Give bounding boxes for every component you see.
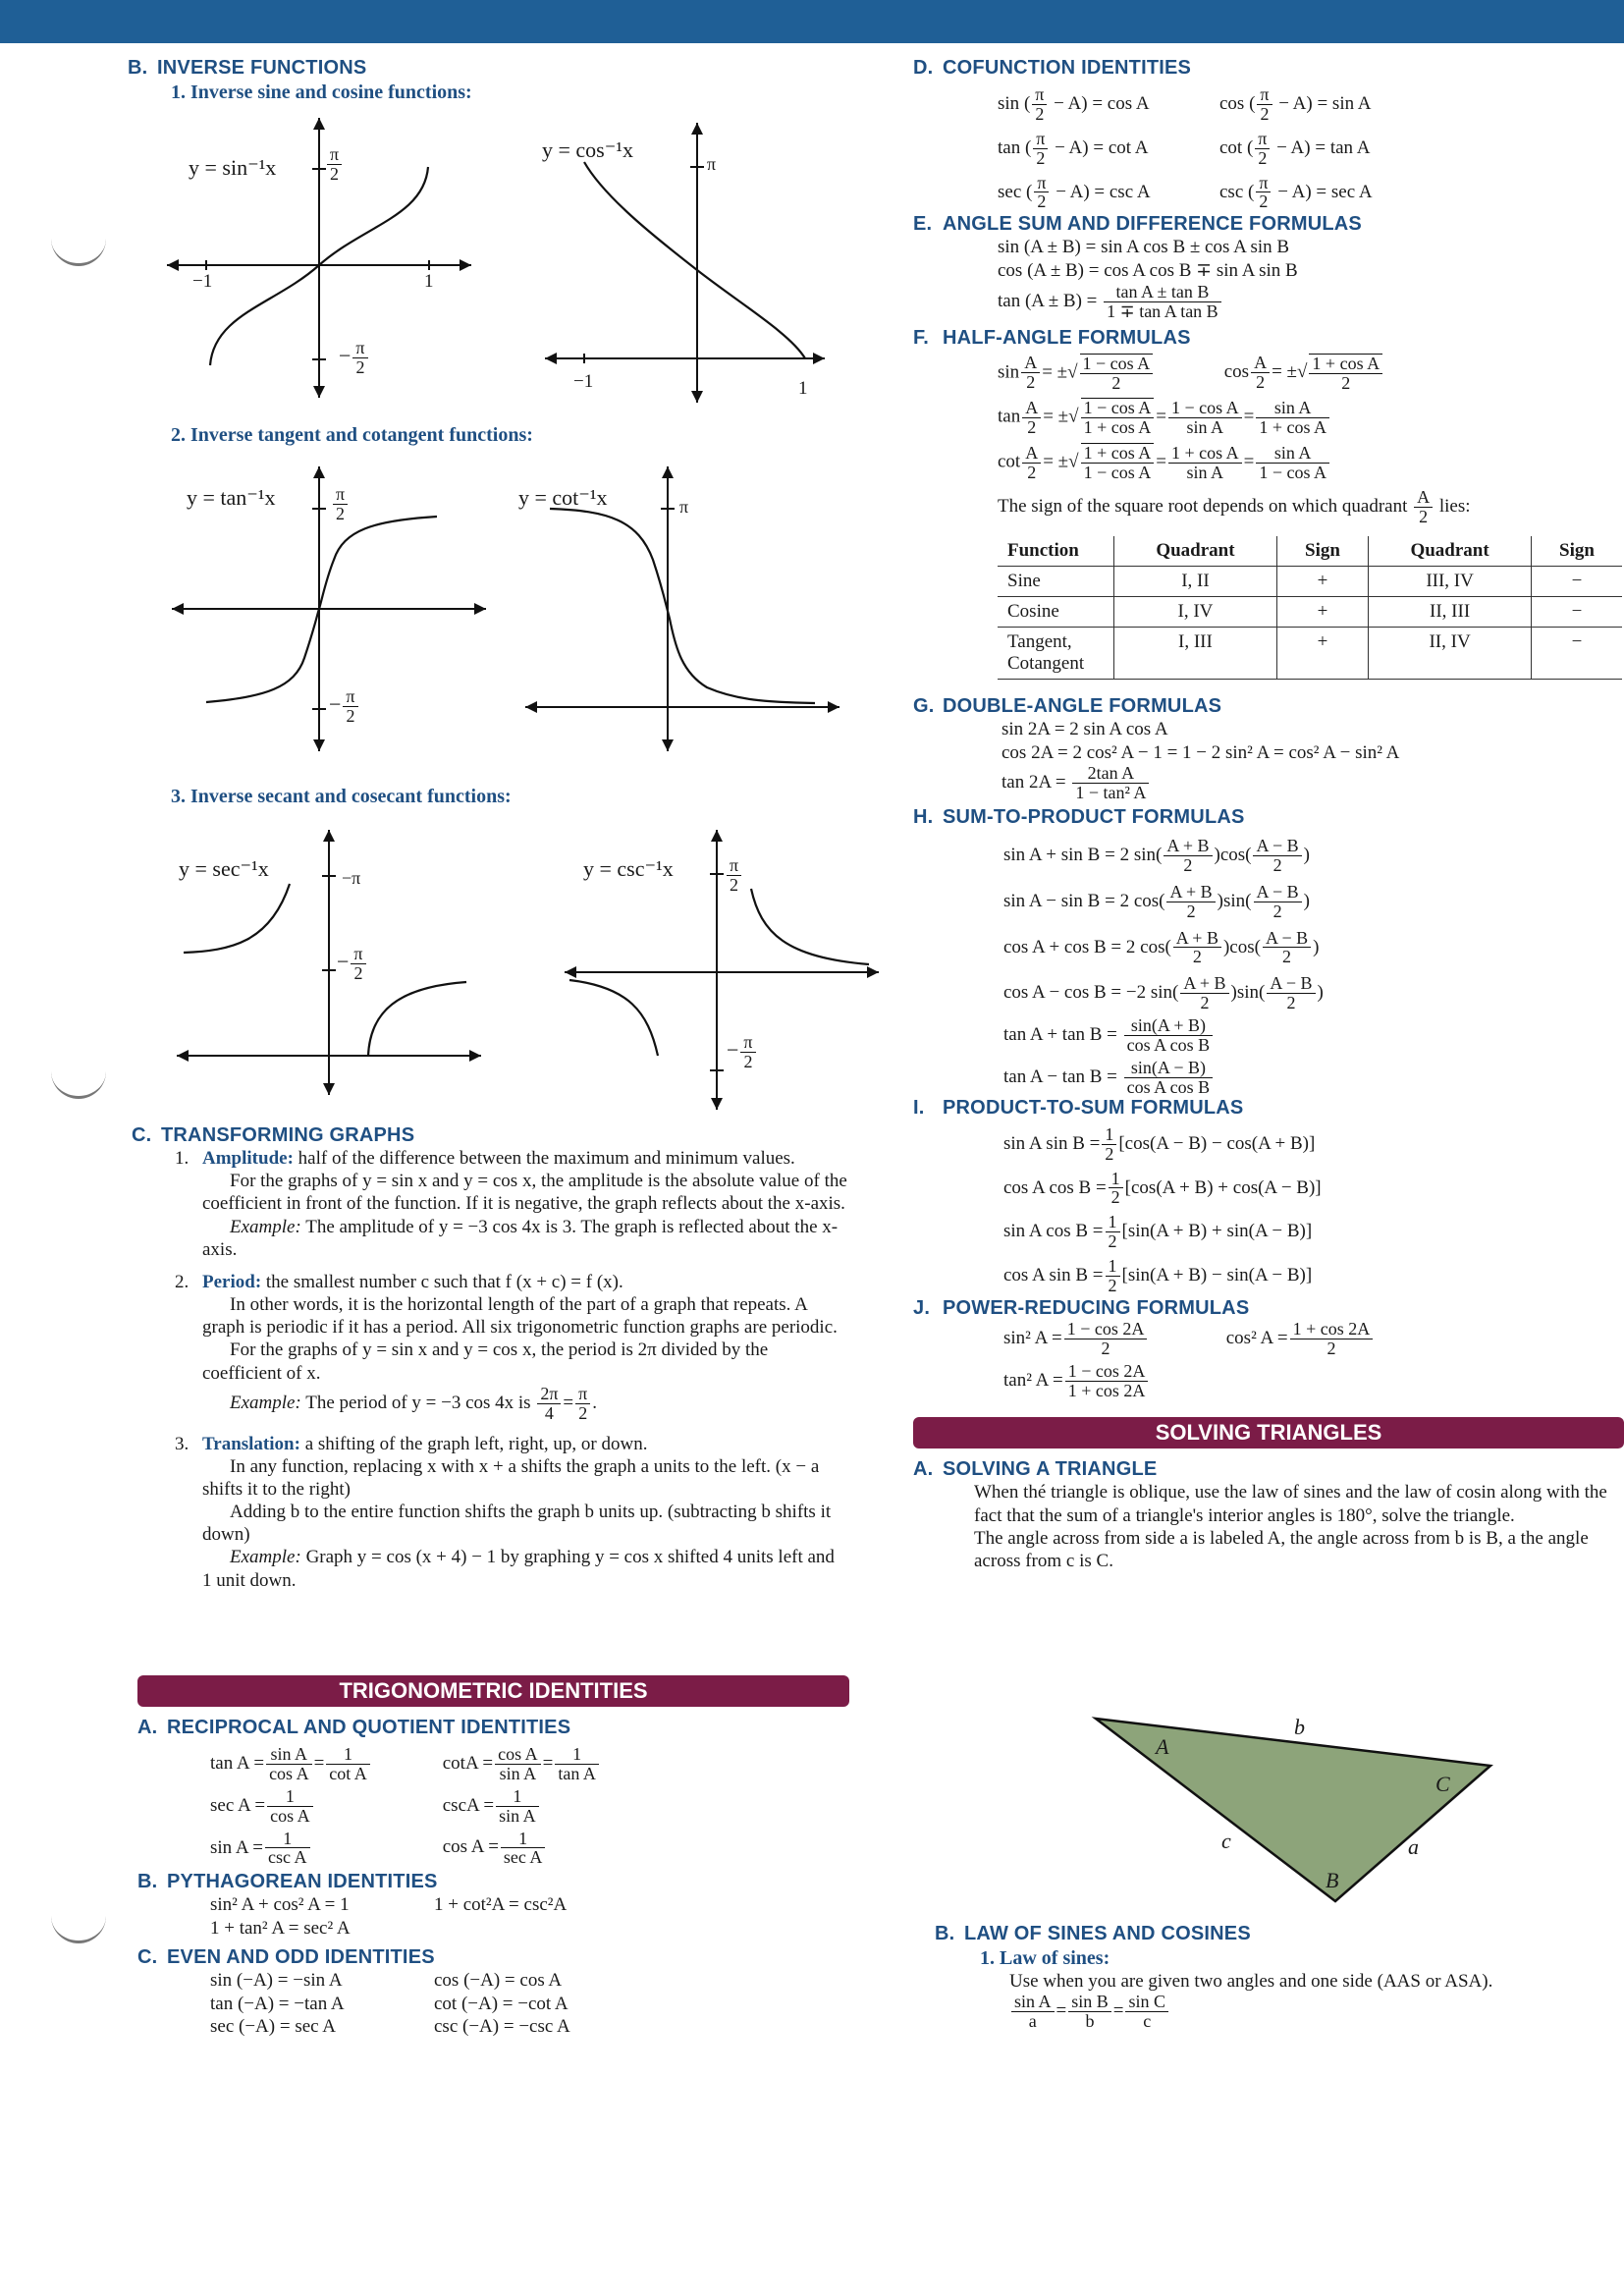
section-heading-pythagorean: B. PYTHAGOREAN IDENTITIES — [137, 1871, 438, 1893]
graph-arcsin-pi-bottom: − $\frac{\pi}{2}$ — [339, 339, 370, 377]
section-reciprocal-quotient — [137, 1717, 854, 2039]
graph-arcsin-xl: −1 — [192, 271, 213, 292]
product-to-sum-row: cos A sin B = $\frac{1}{2}$ [sin(A + B) − sin(A − B)] — [1003, 1256, 1313, 1295]
sin-double-angle: sin 2A = 2 sin A cos A — [1001, 718, 1168, 739]
pythagorean-row-2: 1 + tan² A = sec² A — [210, 1918, 351, 1940]
translation-item: 3. Translation: a shifting of the graph left, right, up, or down. In any function, replacing x with x + a shifts the graph a units to the left. (x − a shifts it to the right) Adding b to the entire function shifts the graph b units up. (subtracting b shifts it down) Example: Graph y = cos (x + 4) − 1 by graphing y = cos x shifted 4 units left and 1 unit down. — [175, 1433, 835, 1591]
tan-sum-formula: tan (A ± B) = $\frac{\text{tan A ± tan B}}{\text{1 ∓ tan A tan B}}$ — [998, 283, 1624, 321]
cofunction-row: sec ( $\frac{\pi}{2}$ − A) = csc A csc ( $\frac{\pi}{2}$ − A) = sec A — [998, 172, 1373, 212]
section-heading-sum-to-product: H. SUM-TO-PRODUCT FORMULAS — [913, 806, 1245, 829]
graph-arctan-pi-bottom: − $\frac{\pi}{2}$ — [329, 687, 360, 726]
graph-arcsec-pi-top: −π — [342, 868, 361, 888]
cofunction-row: sin ( $\frac{\pi}{2}$ − A) = cos A cos ( $\frac{\pi}{2}$ − A) = sin A — [998, 84, 1372, 124]
graph-arccsc-pi-bottom: − $\frac{\pi}{2}$ — [727, 1033, 758, 1071]
graph-arccot-pi: π — [679, 497, 689, 517]
section-heading-law-of-sines: B. LAW OF SINES AND COSINES — [935, 1923, 1251, 1944]
amplitude-item: 1. Amplitude: half of the difference between the maximum and minimum values. For the graphs of y = sin x and y = cos x, the amplitude is the absolute value of the coefficient in front of the function. If it is negative, the graph reflects about the x-axis. Example: The amplitude of y = −3 cos 4x is 3. The graph is reflected about the x-axis. — [175, 1148, 847, 1260]
top-header-bar — [0, 0, 1624, 43]
table-cell: II, IV — [1369, 627, 1532, 679]
binder-hole — [51, 1066, 106, 1099]
triangle-vertex-A: A — [1156, 1734, 1169, 1759]
triangle-vertex-B: B — [1326, 1868, 1339, 1892]
sec-csc-row: sec A = $\frac{1}{\text{cos A}}$ cscA = $\frac{1}{\text{sin A}}$ — [210, 1787, 854, 1826]
tan-cot-quotient-row: tan A = $\frac{\text{sin A}}{\text{cos A}}$ = $\frac{1}{\text{cot A}}$ cotA = $\frac{\text{cos A}}{\text{sin A}}$ = $\frac{1}{\text{tan A}}$ — [210, 1745, 854, 1783]
table-row — [998, 596, 1622, 627]
product-to-sum-row: sin A sin B = $\frac{1}{2}$ [cos(A − B) − cos(A + B)] — [1003, 1123, 1316, 1164]
table-header-cell: Function — [998, 536, 1114, 567]
table-header-cell: Sign — [1276, 536, 1368, 567]
section-heading-transforming-graphs: C. TRANSFORMING GRAPHS — [132, 1124, 415, 1146]
sum-to-product-row: sin A − sin B = 2 cos( $\frac{A + B}{2}$ )sin( $\frac{A - B}{2}$ ) — [1003, 881, 1310, 921]
banner-trigonometric-identities: TRIGONOMETRIC IDENTITIES — [137, 1675, 849, 1707]
cofunction-rows — [913, 85, 1624, 211]
table-cell: + — [1276, 596, 1368, 627]
power-reducing-tan: tan² A = $\frac{1 - \cos 2A}{1 + \cos 2A}$ — [1003, 1362, 1624, 1400]
half-angle-cot-row: cot $\frac{A}{2}$ = ±√ $\frac{\text{1 + cos A}}{\text{1 − cos A}}$ = $\frac{\text{1 + cos A}}{\text{sin A}}$ = $\frac{\text{sin A}}{\text{1 − cos A}}$ — [998, 443, 1624, 482]
sin-cos-reciprocal-row: sin A = $\frac{1}{\text{csc A}}$ cos A = $\frac{1}{\text{sec A}}$ — [210, 1830, 854, 1868]
section-heading-cofunction: D. COFUNCTION IDENTITIES — [913, 57, 1192, 79]
section-heading-inverse-functions: B. INVERSE FUNCTIONS — [128, 57, 367, 79]
table-cell: + — [1276, 627, 1368, 679]
left-column — [128, 57, 859, 104]
table-cell: − — [1532, 566, 1622, 596]
product-to-sum-row: cos A cos B = $\frac{1}{2}$ [cos(A + B) + cos(A − B)] — [1003, 1168, 1322, 1208]
law-of-sines-text: Use when you are given two angles and one side (AAS or ASA). — [1009, 1971, 1493, 1992]
sum-to-product-rows — [913, 837, 1624, 1012]
subheading-inverse-secant-cosecant: 3. Inverse secant and cosecant functions: — [171, 786, 512, 807]
graph-arcsec-pi-mid: − $\frac{\pi}{2}$ — [337, 945, 368, 983]
cofunction-row: tan ( $\frac{\pi}{2}$ − A) = cot A cot ( $\frac{\pi}{2}$ − A) = tan A — [998, 128, 1371, 168]
half-angle-sin-cos-row: sin $\frac{A}{2}$ = ±√ $\frac{\text{1 − cos A}}{2}$ cos $\frac{A}{2}$ = ±√ $\frac{\text{1 + cos A}}{2}$ — [998, 354, 1624, 393]
graph-arctan-pi-top: $\frac{\pi}{2}$ — [331, 485, 350, 523]
table-cell: III, IV — [1369, 566, 1532, 596]
table-header-cell: Quadrant — [1369, 536, 1532, 567]
triangle-side-b: b — [1294, 1715, 1305, 1739]
binder-hole — [51, 1911, 106, 1943]
section-heading-angle-sum: E. ANGLE SUM AND DIFFERENCE FORMULAS — [913, 213, 1362, 236]
solving-triangle-paragraph-1: When thé triangle is oblique, use the law of sines and the law of cosin along with the fact that the sum of a triangle's interior angles is 180°, solve the triangle. — [974, 1482, 1607, 1526]
cos-double-angle: cos 2A = 2 cos² A − 1 = 1 − 2 sin² A = cos² A − sin² A — [1001, 741, 1400, 763]
graph-arcsec-label: y = sec⁻¹x — [179, 856, 269, 881]
graph-arccos-xl: −1 — [573, 371, 594, 392]
product-to-sum-row: sin A cos B = $\frac{1}{2}$ [sin(A + B) + sin(A − B)] — [1003, 1212, 1313, 1252]
section-law-of-sines — [935, 1923, 1622, 2031]
even-odd-row-2: tan (−A) = −tan A cot (−A) = −cot A — [210, 1993, 568, 2014]
even-odd-row-3: sec (−A) = sec A csc (−A) = −csc A — [210, 2016, 570, 2038]
law-of-sines-formula: $\frac{\text{sin A}}{a}$ = $\frac{\text{sin B}}{b}$ = $\frac{\text{sin C}}{c}$ — [1009, 1993, 1622, 2031]
table-cell: Sine — [998, 566, 1114, 596]
graph-arccot-label: y = cot⁻¹x — [518, 485, 608, 510]
half-angle-sign-note: The sign of the square root depends on which quadrant $\frac{A}{2}$ lies: — [998, 486, 1471, 526]
graph-arccos-pi: π — [707, 154, 717, 174]
table-cell: I, III — [1114, 627, 1277, 679]
graph-arcsin — [157, 108, 481, 403]
tan-diff-product: tan A − tan B = $\frac{\sin(A - B)}{\text{cos A cos B}}$ — [1003, 1059, 1624, 1097]
table-cell: II, III — [1369, 596, 1532, 627]
section-heading-half-angle: F. HALF-ANGLE FORMULAS — [913, 326, 1191, 349]
triangle-vertex-C: C — [1435, 1772, 1450, 1796]
pythagorean-row-1: sin² A + cos² A = 1 1 + cot²A = csc²A — [210, 1894, 568, 1916]
binder-hole — [51, 234, 106, 266]
table-cell: I, IV — [1114, 596, 1277, 627]
graph-arcsin-label: y = sin⁻¹x — [189, 155, 277, 180]
graph-arccos-label: y = cos⁻¹x — [542, 137, 633, 162]
table-row — [998, 627, 1622, 679]
graph-arcsin-xr: 1 — [424, 271, 434, 292]
even-odd-row-1: sin (−A) = −sin A cos (−A) = cos A — [210, 1969, 563, 1991]
triangle-side-a: a — [1408, 1834, 1419, 1859]
section-heading-double-angle: G. DOUBLE-ANGLE FORMULAS — [913, 694, 1222, 717]
tan-sum-product: tan A + tan B = $\frac{\sin(A + B)}{\text{cos A cos B}}$ — [1003, 1016, 1624, 1055]
sin-sum-formula: sin (A ± B) = sin A cos B ± cos A sin B — [998, 237, 1290, 258]
subheading-law-of-sines: 1. Law of sines: — [980, 1947, 1110, 1969]
sum-to-product-row: cos A − cos B = −2 sin( $\frac{A + B}{2}$ )sin( $\frac{A - B}{2}$ ) — [1003, 973, 1324, 1013]
period-item: 2. Period: the smallest number c such that f (x + c) = f (x). In other words, it is the horizontal length of the part of a graph that repeats. A graph is periodic if it has a period. All six trigonometric function graphs are periodic. For the graphs of y = sin x and y = cos x, the period is 2π divided by the coefficient of x. Example: The period of y = −3 cos 4x is $\frac{2\pi}{4}$ = $\frac{\pi}{2}$ . — [175, 1271, 838, 1423]
section-heading-product-to-sum: I. PRODUCT-TO-SUM FORMULAS — [913, 1096, 1244, 1119]
section-heading-solving-triangle: A. SOLVING A TRIANGLE — [913, 1458, 1158, 1481]
half-angle-tan-row: tan $\frac{A}{2}$ = ±√ $\frac{\text{1 − cos A}}{\text{1 + cos A}}$ = $\frac{\text{1 − cos A}}{\text{sin A}}$ = $\frac{\text{sin A}}{\text{1 + cos A}}$ — [998, 398, 1624, 437]
solving-triangle-paragraph-2: The angle across from side a is labeled A, the angle across from b is B, a the angle across from c is C. — [974, 1527, 1589, 1571]
sum-to-product-row: sin A + sin B = 2 sin( $\frac{A + B}{2}$ )cos( $\frac{A - B}{2}$ ) — [1003, 836, 1310, 875]
table-cell: I, II — [1114, 566, 1277, 596]
graph-arcsin-pi-top: $\frac{\pi}{2}$ — [325, 145, 344, 184]
section-heading-power-reducing: J. POWER-REDUCING FORMULAS — [913, 1296, 1250, 1319]
section-transforming-graphs — [132, 1124, 848, 1592]
table-header-cell: Quadrant — [1114, 536, 1277, 567]
cos-sum-formula: cos (A ± B) = cos A cos B ∓ sin A sin B — [998, 260, 1298, 282]
graph-arctan-label: y = tan⁻¹x — [187, 485, 276, 510]
right-column — [913, 57, 1624, 1572]
table-header-row — [998, 536, 1622, 567]
table-cell: − — [1532, 596, 1622, 627]
table-cell: Tangent, Cotangent — [998, 627, 1114, 679]
table-cell: Cosine — [998, 596, 1114, 627]
subheading-inverse-sine-cosine: 1. Inverse sine and cosine functions: — [171, 82, 472, 103]
product-to-sum-rows — [913, 1125, 1624, 1295]
graph-arccsc-label: y = csc⁻¹x — [583, 856, 674, 881]
sum-to-product-row: cos A + cos B = 2 cos( $\frac{A + B}{2}$ )cos( $\frac{A - B}{2}$ ) — [1003, 927, 1320, 967]
triangle-side-c: c — [1221, 1829, 1231, 1853]
graph-arccos-xr: 1 — [798, 378, 808, 399]
subheading-inverse-tangent-cotangent: 2. Inverse tangent and cotangent functions: — [171, 424, 533, 446]
tan-double-angle: tan 2A = $\frac{\text{2tan A}}{\text{1 − tan² A}}$ — [1001, 764, 1624, 802]
quadrant-sign-table — [998, 536, 1622, 680]
banner-solving-triangles: SOLVING TRIANGLES — [913, 1417, 1624, 1449]
table-cell: + — [1276, 566, 1368, 596]
table-cell: − — [1532, 627, 1622, 679]
section-heading-even-odd: C. EVEN AND ODD IDENTITIES — [137, 1945, 435, 1968]
table-header-cell: Sign — [1532, 536, 1622, 567]
section-heading-reciprocal-quotient: A. RECIPROCAL AND QUOTIENT IDENTITIES — [137, 1717, 571, 1738]
power-reducing-sin-cos: sin² A = $\frac{1 - \cos 2A}{2}$ cos² A = $\frac{1 + \cos 2A}{2}$ — [1003, 1320, 1624, 1358]
table-row — [998, 566, 1622, 596]
graph-arccsc-pi-top: $\frac{\pi}{2}$ — [725, 856, 743, 895]
